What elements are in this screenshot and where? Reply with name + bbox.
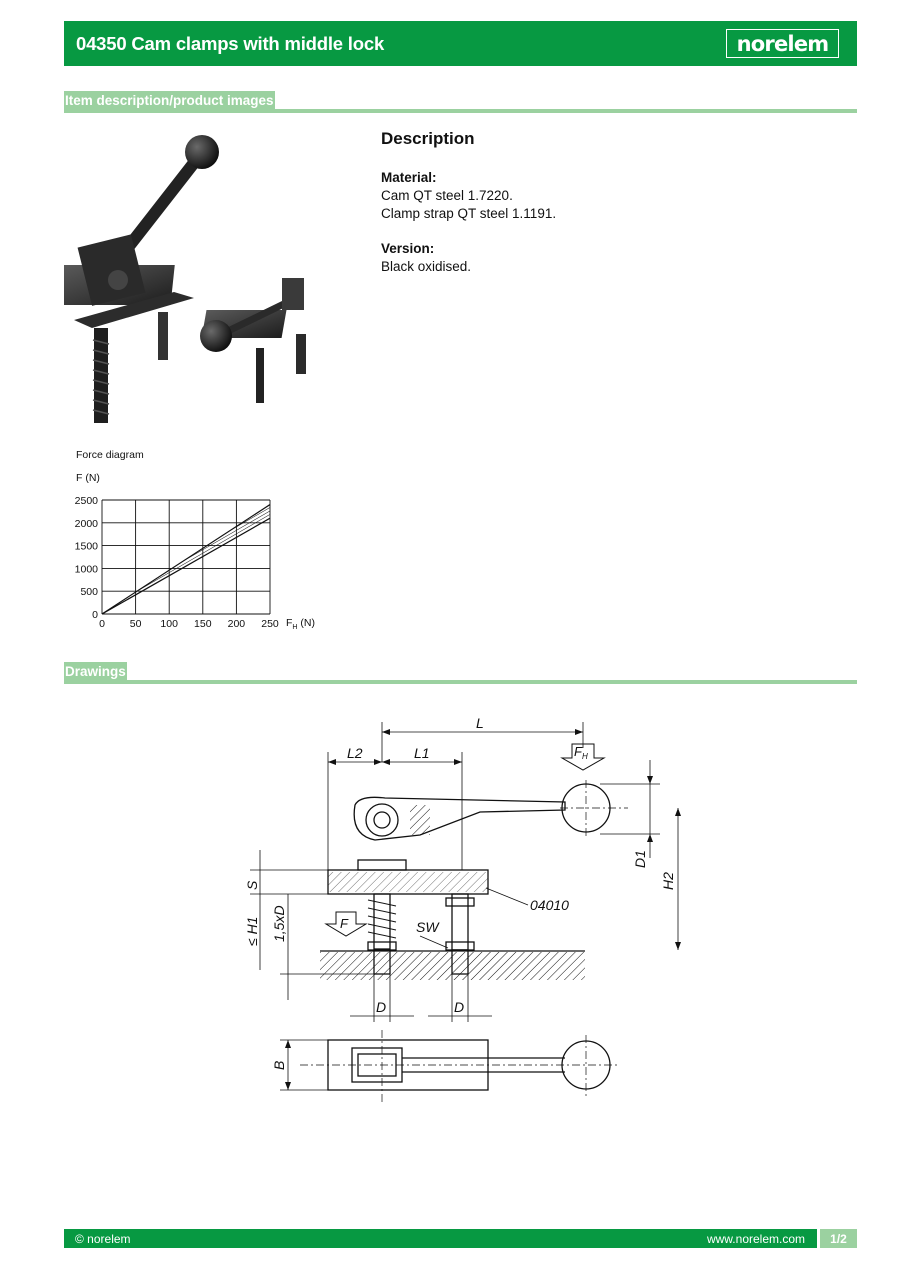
x-tick-label: 50 [129,618,142,630]
y-tick-label: 2500 [74,495,98,507]
section-label: Item description/product images [64,91,275,111]
description-heading: Description [381,129,475,148]
y-tick-label: 1500 [74,540,98,553]
y-tick-label: 500 [80,586,98,599]
series-line [102,505,270,614]
footer-copyright: © norelem [75,1231,131,1246]
force-diagram [64,446,334,646]
small-clamp [200,278,306,403]
chart-xlabel: $F_H$ (N) [286,617,315,631]
x-tick-label: 200 [227,618,246,630]
y-tick-label: 0 [92,609,98,621]
x-tick-label: 150 [194,618,212,630]
technical-drawing [240,710,700,1110]
logo-text: norelem [736,31,829,56]
dim-B: B [271,1060,287,1070]
dim-L: L [476,715,484,731]
page-header [64,21,857,66]
page-footer [64,1229,857,1248]
chart-ticks [75,495,279,630]
description-block [381,130,841,276]
force-F: F [340,916,348,931]
dim-D-right: D [454,999,465,1015]
material-label: Material: [381,170,437,185]
product-image [64,120,334,440]
footer-url[interactable]: www.norelem.com [706,1231,805,1246]
y-tick-label: 2000 [74,517,98,530]
dim-SW: SW [416,919,439,935]
dim-D1: D1 [632,850,648,868]
x-tick-label: 100 [160,618,178,630]
material-line: Clamp strap QT steel 1.1191. [381,206,557,221]
page-title: 04350 Cam clamps with middle lock [76,32,385,54]
dim-H1: ≤ H1 [244,916,260,946]
x-tick-label: 0 [99,618,105,630]
section-rule [64,680,857,684]
norelem-logo [726,29,839,58]
version-line: Black oxidised. [381,259,472,274]
dim-H2: H2 [660,872,676,890]
part-number: 04010 [530,897,569,913]
chart-ylabel: F (N) [76,472,100,484]
chart-title: Force diagram [76,449,144,461]
section-header-drawings [64,662,857,684]
page-number: 1/2 [817,1229,857,1248]
x-tick-label: 250 [261,618,279,630]
force-FH: $F_H$ [574,744,588,761]
material-line: Cam QT steel 1.7220. [381,188,513,203]
y-tick-label: 1000 [74,563,98,576]
dim-D-left: D [376,999,387,1015]
dim-L1: L1 [414,745,430,761]
section-label: Drawings [64,662,127,682]
dim-L2: L2 [347,745,363,761]
section-header-product [64,91,857,113]
chart-series [102,505,270,614]
dim-1-5xD: 1,5xD [271,905,287,942]
version-label: Version: [381,241,435,256]
dim-S: S [244,880,260,890]
series-line [102,518,270,614]
large-clamp [64,135,219,423]
